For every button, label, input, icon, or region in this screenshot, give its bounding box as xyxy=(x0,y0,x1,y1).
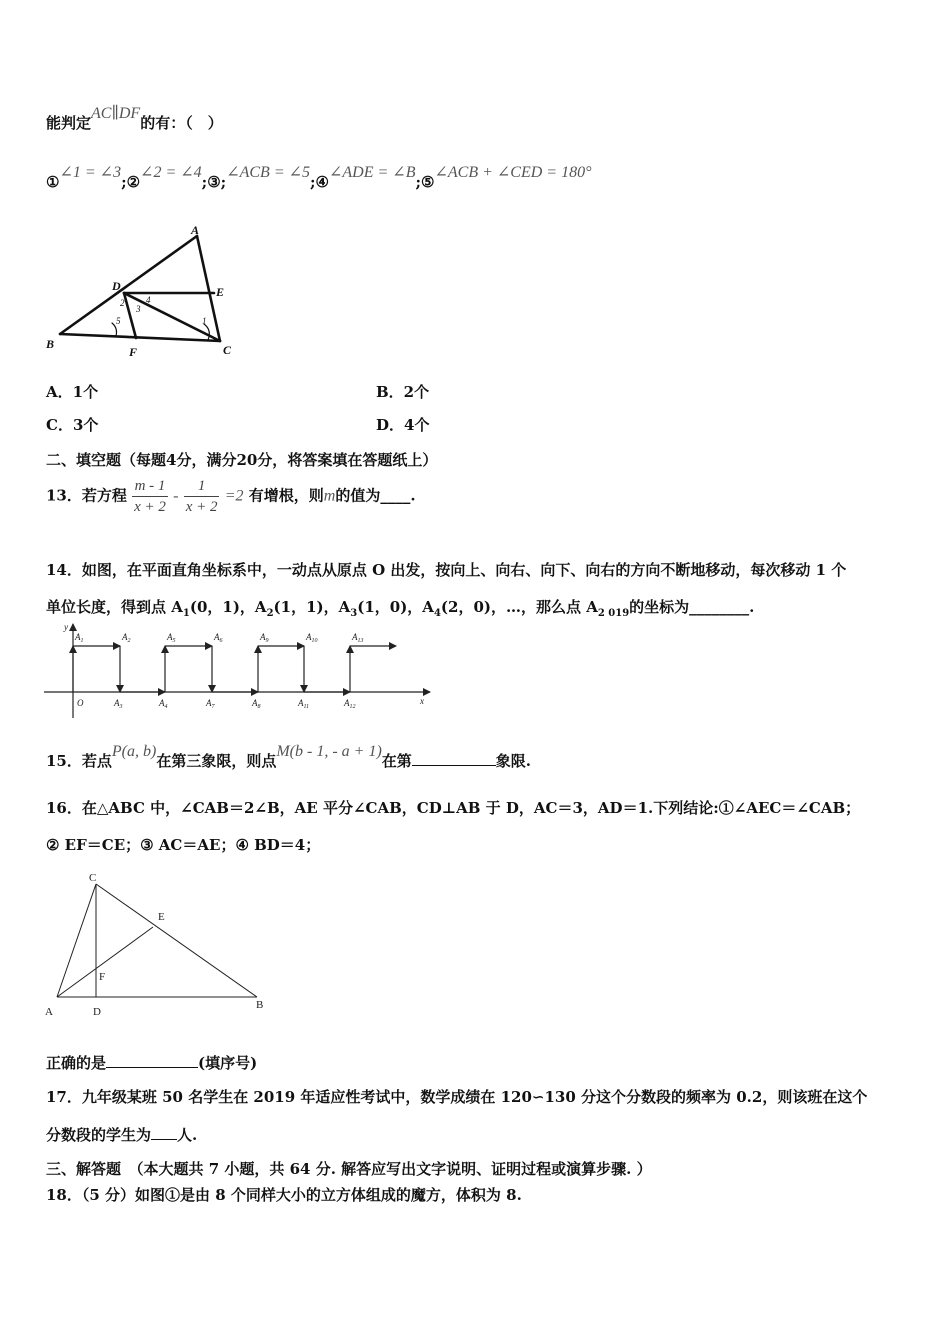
q12-cond3: ∠ACB = ∠5 xyxy=(226,164,311,181)
q12-label-d: D xyxy=(112,279,121,293)
q14-top-label-2: $A_2$ xyxy=(122,632,131,644)
q12-angle-1: 1 xyxy=(202,316,207,326)
q13-equals: =2 xyxy=(224,487,244,505)
q14-point-1: (0，1)，A xyxy=(189,598,267,616)
q12-cond1: ∠1 = ∠3 xyxy=(59,164,122,181)
q12-angle-4: 4 xyxy=(146,295,151,305)
q13-fraction-1-num: m - 1 xyxy=(132,476,168,497)
q15-answer-blank[interactable] xyxy=(412,765,496,766)
q14-line-2 xyxy=(46,596,754,619)
q16-label-e: E xyxy=(158,911,165,923)
q14-sub-3: 3 xyxy=(350,608,358,619)
q12-figure xyxy=(40,220,250,365)
q15-mid: 在第三象限，则点 xyxy=(156,752,277,770)
q17-text-pre: 分数段的学生为 xyxy=(46,1126,152,1144)
q16-line-2: ② EF＝CE；③ AC＝AE；④ BD＝4； xyxy=(46,836,321,854)
q16-answer-post: (填序号) xyxy=(198,1054,258,1072)
q14-path xyxy=(73,646,396,692)
q14-bottom-label-6: $A_{12}$ xyxy=(344,698,356,710)
q13-minus: - xyxy=(173,487,179,505)
q13 xyxy=(46,476,416,517)
q16-line-1: 16．在△ABC 中，∠CAB＝2∠B，AE 平分∠CAB，CD⊥AB 于 D，AC＝3，AD＝1.下列结论:①∠AEC＝∠CAB； xyxy=(46,799,861,817)
q12-conditions xyxy=(46,164,592,192)
q17-line-1: 17．九年级某班 50 名学生在 2019 年适应性考试中，数学成绩在 120∽130 分这个分数段的频率为 0.2，则该班在这个 xyxy=(46,1088,868,1106)
q16-label-c: C xyxy=(89,872,97,884)
q12-stem-suffix: 的有：（ ） xyxy=(140,114,223,132)
q15-point-m: M(b - 1, - a + 1) xyxy=(276,743,382,760)
q14-point-4: (2，0)，…，那么点 A xyxy=(440,598,598,616)
q12-cond3-mark: ;③; xyxy=(201,173,227,191)
q16-figure xyxy=(40,866,275,1026)
q12-label-e: E xyxy=(216,285,225,299)
q16-answer xyxy=(46,1052,257,1073)
q14-top-label-5: $A_9$ xyxy=(260,632,269,644)
q12-cond2-mark: ;② xyxy=(121,173,141,191)
q16-label-d: D xyxy=(93,1006,101,1018)
q14-x-label: x xyxy=(420,696,424,706)
q16-label-a: A xyxy=(45,1006,53,1018)
q12-label-c: C xyxy=(223,343,232,357)
q14-sub-2019: 2 019 xyxy=(597,608,630,619)
q12-stem xyxy=(46,105,223,133)
q14-text-pre: 单位长度，得到点 A xyxy=(46,598,183,616)
q12-stem-prefix: 能判定 xyxy=(46,114,92,132)
q12-label-f: F xyxy=(129,345,138,359)
q13-text-2: 的值为____. xyxy=(335,486,416,505)
q12-option-c: C．3个 xyxy=(46,416,99,434)
q14-point-3: (1，0)，A xyxy=(357,598,434,616)
q12-label-a: A xyxy=(191,223,200,237)
q17-text-post: 人. xyxy=(177,1126,198,1144)
q16-label-b: B xyxy=(256,999,264,1011)
q14-y-label: y xyxy=(64,622,68,632)
q12-cond2: ∠2 = ∠4 xyxy=(140,164,202,181)
q15-point-p: P(a, b) xyxy=(111,743,157,760)
q14-bottom-label-3: $A_7$ xyxy=(206,698,215,710)
q17-line-2 xyxy=(46,1124,197,1145)
q12-cond1-mark: ① xyxy=(46,173,60,191)
q15 xyxy=(46,743,532,771)
q14-origin-label: O xyxy=(77,698,84,708)
q12-cond4: ∠ADE = ∠B xyxy=(329,164,416,181)
q16-answer-blank[interactable] xyxy=(106,1067,198,1068)
q14-point-2: (1，1)，A xyxy=(273,598,351,616)
q13-fraction-1 xyxy=(132,476,168,517)
q12-cond5-mark: ;⑤ xyxy=(415,173,435,191)
q14-top-label-1: $A_1$ xyxy=(75,632,84,644)
q14-sub-4: 4 xyxy=(433,608,441,619)
q13-text-1: 有增根，则 xyxy=(248,486,324,505)
q18: 18．（5 分）如图①是由 8 个同样大小的立方体组成的魔方，体积为 8. xyxy=(46,1186,522,1204)
q14-top-label-4: $A_6$ xyxy=(214,632,223,644)
q12-angle-3: 3 xyxy=(136,304,141,314)
q15-suffix-pre: 在第 xyxy=(381,752,412,770)
q12-option-d: D．4个 xyxy=(376,416,430,434)
q14-figure xyxy=(40,620,440,720)
q14-bottom-label-2: $A_4$ xyxy=(159,698,168,710)
q14-top-label-3: $A_5$ xyxy=(167,632,176,644)
q12-stem-math: AC∥DF xyxy=(91,105,141,122)
q12-cond4-mark: ;④ xyxy=(310,173,329,191)
q16-answer-pre: 正确的是 xyxy=(46,1054,107,1072)
q12-angle-5: 5 xyxy=(116,316,121,326)
q14-top-label-7: $A_{13}$ xyxy=(352,632,364,644)
q14-top-label-6: $A_{10}$ xyxy=(306,632,318,644)
q15-prefix: 15．若点 xyxy=(46,752,112,770)
q12-angle-2: 2 xyxy=(120,298,125,308)
q14-text-post: 的坐标为________. xyxy=(629,598,755,616)
q14-sub-1: 1 xyxy=(182,608,190,619)
q13-prefix: 13．若方程 xyxy=(46,486,127,505)
q15-suffix-post: 象限. xyxy=(495,752,532,770)
q14-bottom-label-4: $A_8$ xyxy=(252,698,261,710)
q14-bottom-label-5: $A_{11}$ xyxy=(298,698,310,710)
section3-title: 三、解答题 （本大题共 7 小题，共 64 分. 解答应写出文字说明、证明过程或演算步骤. ） xyxy=(46,1160,652,1178)
q13-variable: m xyxy=(323,487,336,505)
q12-cond5: ∠ACB + ∠CED = 180° xyxy=(434,164,592,181)
q14-line-1: 14．如图，在平面直角坐标系中，一动点从原点 O 出发，按向上、向右、向下、向右的方向不断地移动，每次移动 1 个 xyxy=(46,561,847,579)
q13-fraction-2 xyxy=(184,476,220,517)
q12-option-a: A．1个 xyxy=(46,383,99,401)
q13-fraction-2-den: x + 2 xyxy=(185,499,218,515)
q14-sub-2: 2 xyxy=(266,608,274,619)
q14-bottom-label-1: $A_3$ xyxy=(114,698,123,710)
q17-answer-blank[interactable] xyxy=(151,1139,177,1140)
q16-label-f: F xyxy=(99,971,106,983)
q13-fraction-2-num: 1 xyxy=(184,476,220,497)
q12-label-b: B xyxy=(46,337,55,351)
section2-title: 二、填空题（每题4分，满分20分，将答案填在答题纸上） xyxy=(46,451,438,469)
q13-fraction-1-den: x + 2 xyxy=(134,499,166,515)
q12-option-b: B．2个 xyxy=(376,383,430,401)
